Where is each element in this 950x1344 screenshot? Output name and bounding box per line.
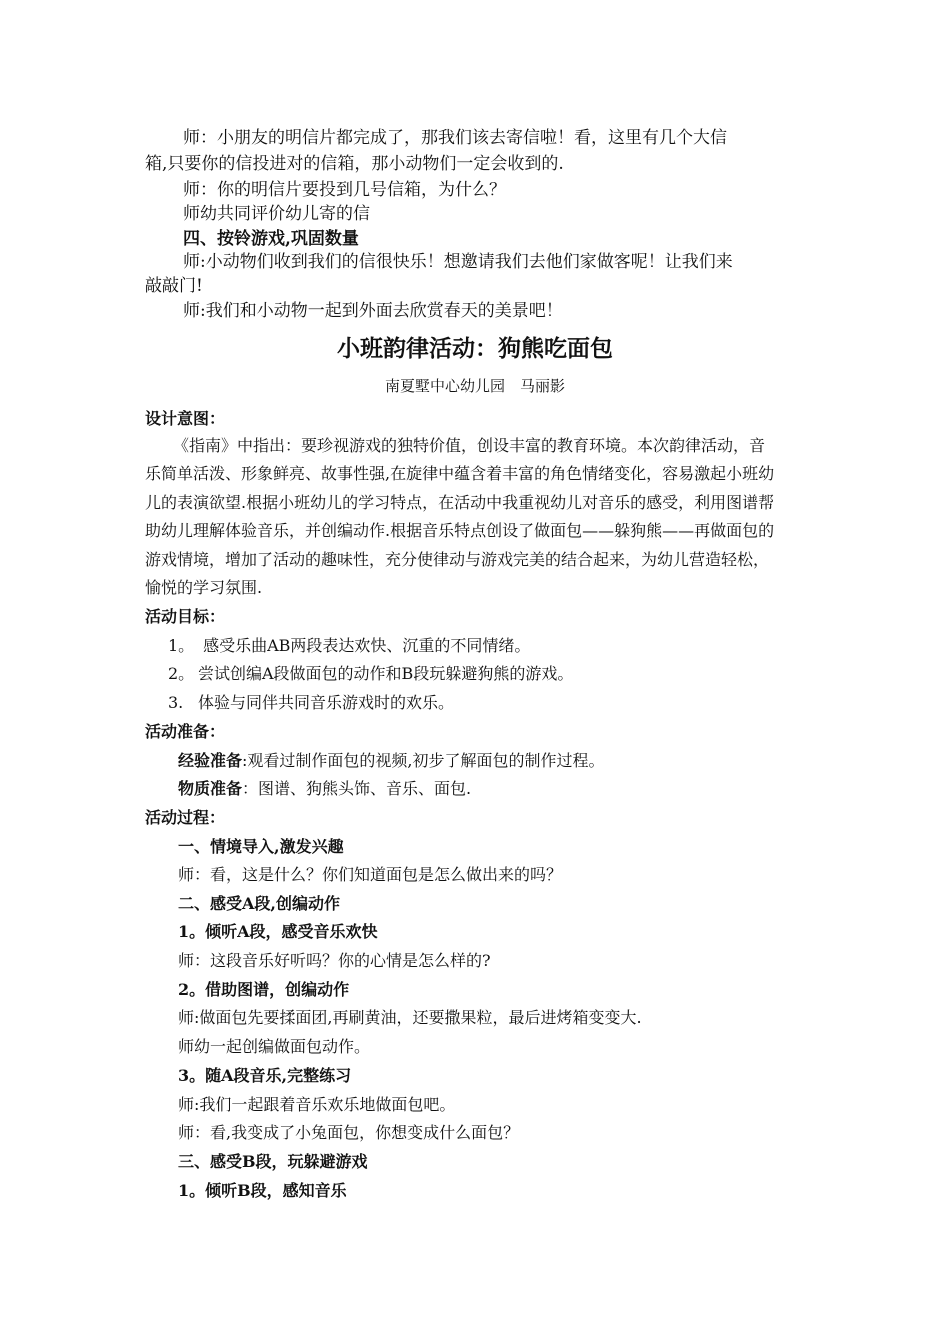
paragraph-line: 乐简单活泼、形象鲜亮、故事性强,在旋律中蕴含着丰富的角色情绪变化，容易激起小班幼 — [145, 464, 775, 483]
process-line: 师：这段音乐好听吗？你的心情是怎么样的? — [178, 951, 491, 970]
list-number: 1。 — [168, 636, 195, 655]
prep-label: 经验准备 — [178, 751, 243, 770]
paragraph-line: 助幼儿理解体验音乐，并创编动作.根据音乐特点创设了做面包——躲狗熊——再做面包的 — [145, 521, 775, 540]
process-substep: 1。倾听B段，感知音乐 — [178, 1181, 347, 1200]
paragraph-line: 儿的表演欲望.根据小班幼儿的学习特点，在活动中我重视幼儿对音乐的感受，利用图谱帮 — [145, 493, 775, 512]
process-line: 师：看，这是什么？你们知道面包是怎么做出来的吗？ — [178, 865, 563, 884]
paragraph-line: 愉悦的学习氛围. — [145, 578, 263, 597]
process-substep: 3。随A段音乐,完整练习 — [178, 1066, 352, 1085]
process-substep: 1。倾听A段，感受音乐欢快 — [178, 922, 378, 941]
process-line: 师：看,我变成了小兔面包，你想变成什么面包？ — [178, 1123, 520, 1142]
list-text: 感受乐曲AB两段表达欢快、沉重的不同情绪。 — [198, 636, 531, 655]
process-line: 师幼一起创编做面包动作。 — [178, 1037, 371, 1056]
paragraph-line: 师：你的明信片要投到几号信箱，为什么？ — [183, 180, 506, 200]
process-line: 师:做面包先要揉面团,再刷黄油，还要撒果粒，最后进烤箱变变大. — [178, 1008, 642, 1027]
paragraph-line: 箱,只要你的信投进对的信箱，那小动物们一定会收到的. — [145, 154, 564, 174]
prep-heading: 活动准备： — [145, 722, 226, 741]
goals-heading: 活动目标： — [145, 607, 226, 626]
prep-label: 物质准备 — [178, 779, 243, 798]
process-step: 二、感受A段,创编动作 — [178, 894, 340, 913]
process-substep: 2。借助图谱，创编动作 — [178, 980, 350, 999]
process-heading: 活动过程： — [145, 808, 226, 827]
section-heading: 四、按铃游戏,巩固数量 — [183, 229, 359, 249]
prep-text: :观看过制作面包的视频,初步了解面包的制作过程。 — [242, 751, 605, 770]
prep-experience — [178, 751, 843, 771]
author-byline: 南夏墅中心幼儿园 马丽影 — [384, 377, 565, 395]
process-step: 三、感受B段，玩躲避游戏 — [178, 1152, 368, 1171]
document-title: 小班韵律活动：狗熊吃面包 — [337, 336, 613, 362]
prep-materials — [178, 779, 843, 799]
paragraph-line: 敲敲门! — [145, 276, 203, 296]
list-text: 尝试创编A段做面包的动作和B段玩躲避狗熊的游戏。 — [198, 664, 574, 683]
paragraph-line: 师:我们和小动物一起到外面去欣赏春天的美景吧！ — [183, 301, 563, 321]
design-heading: 设计意图： — [145, 409, 226, 428]
list-text: 体验与同伴共同音乐游戏时的欢乐。 — [198, 693, 455, 712]
process-step: 一、情境导入,激发兴趣 — [178, 837, 344, 856]
list-item — [168, 693, 833, 713]
list-item — [168, 664, 833, 684]
list-number: 2。 — [168, 664, 195, 683]
list-item — [168, 636, 833, 656]
list-number: 3. — [168, 693, 184, 712]
paragraph-line: 师:小动物们收到我们的信很快乐！想邀请我们去他们家做客呢！让我们来 — [183, 252, 733, 272]
process-line: 师:我们一起跟着音乐欢乐地做面包吧。 — [178, 1095, 456, 1114]
prep-text: ：图谱、狗熊头饰、音乐、面包. — [242, 779, 472, 798]
paragraph-line: 《指南》中指出：要珍视游戏的独特价值，创设丰富的教育环境。本次韵律活动，音 — [173, 436, 766, 455]
paragraph-line: 游戏情境，增加了活动的趣味性，充分使律动与游戏完美的结合起来，为幼儿营造轻松， — [145, 550, 770, 569]
paragraph-line: 师幼共同评价幼儿寄的信 — [183, 204, 370, 224]
paragraph-line: 师：小朋友的明信片都完成了，那我们该去寄信啦！看，这里有几个大信 — [183, 128, 727, 148]
